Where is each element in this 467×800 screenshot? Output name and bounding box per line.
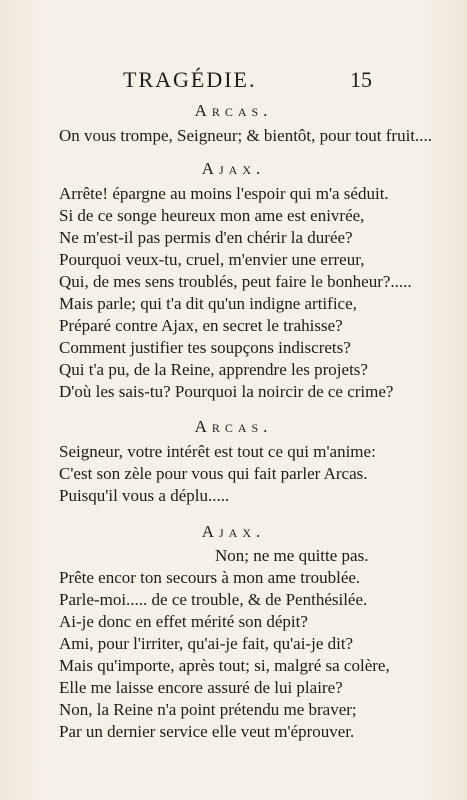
verse-line: Ai-je donc en effet mérité son dépit? (59, 612, 308, 631)
verse-line: Préparé contre Ajax, en secret le trahisse? (59, 316, 343, 335)
verse-line: Qui t'a pu, de la Reine, apprendre les projets? (59, 360, 368, 379)
verse-line: Elle me laisse encore assuré de lui plaire? (59, 678, 343, 697)
verse-line: On vous trompe, Seigneur; & bientôt, pour tout fruit.... (59, 126, 433, 145)
page-number: 15 (350, 67, 372, 92)
verse-line: Parle-moi..... de ce trouble, & de Penthésilée. (59, 590, 368, 609)
verse-line: Pourquoi veux-tu, cruel, m'envier une erreur, (59, 250, 365, 269)
speaker-ajax-1: Ajax. (201, 159, 266, 178)
verse-line: Seigneur, votre intérêt est tout ce qui m'anime: (59, 442, 376, 461)
verse-line: Puisqu'il vous a déplu..... (59, 486, 230, 505)
speaker-arcas-2: Arcas. (194, 417, 273, 436)
verse-line: Mais parle; qui t'a dit qu'un indigne artifice, (59, 294, 357, 313)
speaker-ajax-2: Ajax. (201, 522, 266, 541)
verse-line: Par un dernier service elle veut m'éprouver. (59, 722, 355, 741)
verse-line: Comment justifier tes soupçons indiscrets? (59, 338, 351, 357)
verse-line: C'est son zèle pour vous qui fait parler Arcas. (59, 464, 368, 483)
verse-line: Non, la Reine n'a point prétendu me braver; (59, 700, 357, 719)
running-head (0, 67, 467, 97)
verse-line: Si de ce songe heureux mon ame est enivrée, (59, 206, 365, 225)
speaker-arcas-1: Arcas. (194, 101, 273, 120)
verse-line: Mais qu'importe, après tout; si, malgré sa colère, (59, 656, 390, 675)
verse-line: Qui, de mes sens troublés, peut faire le bonheur?..... (59, 272, 412, 291)
verse-line: Prête encor ton secours à mon ame troublée. (59, 568, 361, 587)
verse-line: D'où les sais-tu? Pourquoi la noircir de ce crime? (59, 382, 394, 401)
verse-line: Ne m'est-il pas permis d'en chérir la durée? (59, 228, 353, 247)
verse-line: Ami, pour l'irriter, qu'ai-je fait, qu'ai-je dit? (59, 634, 354, 653)
verse-line: Arrête! épargne au moins l'espoir qui m'a séduit. (59, 184, 389, 203)
verse-line: Non; ne me quitte pas. (215, 546, 369, 565)
page-title: TRAGÉDIE. (123, 67, 257, 92)
